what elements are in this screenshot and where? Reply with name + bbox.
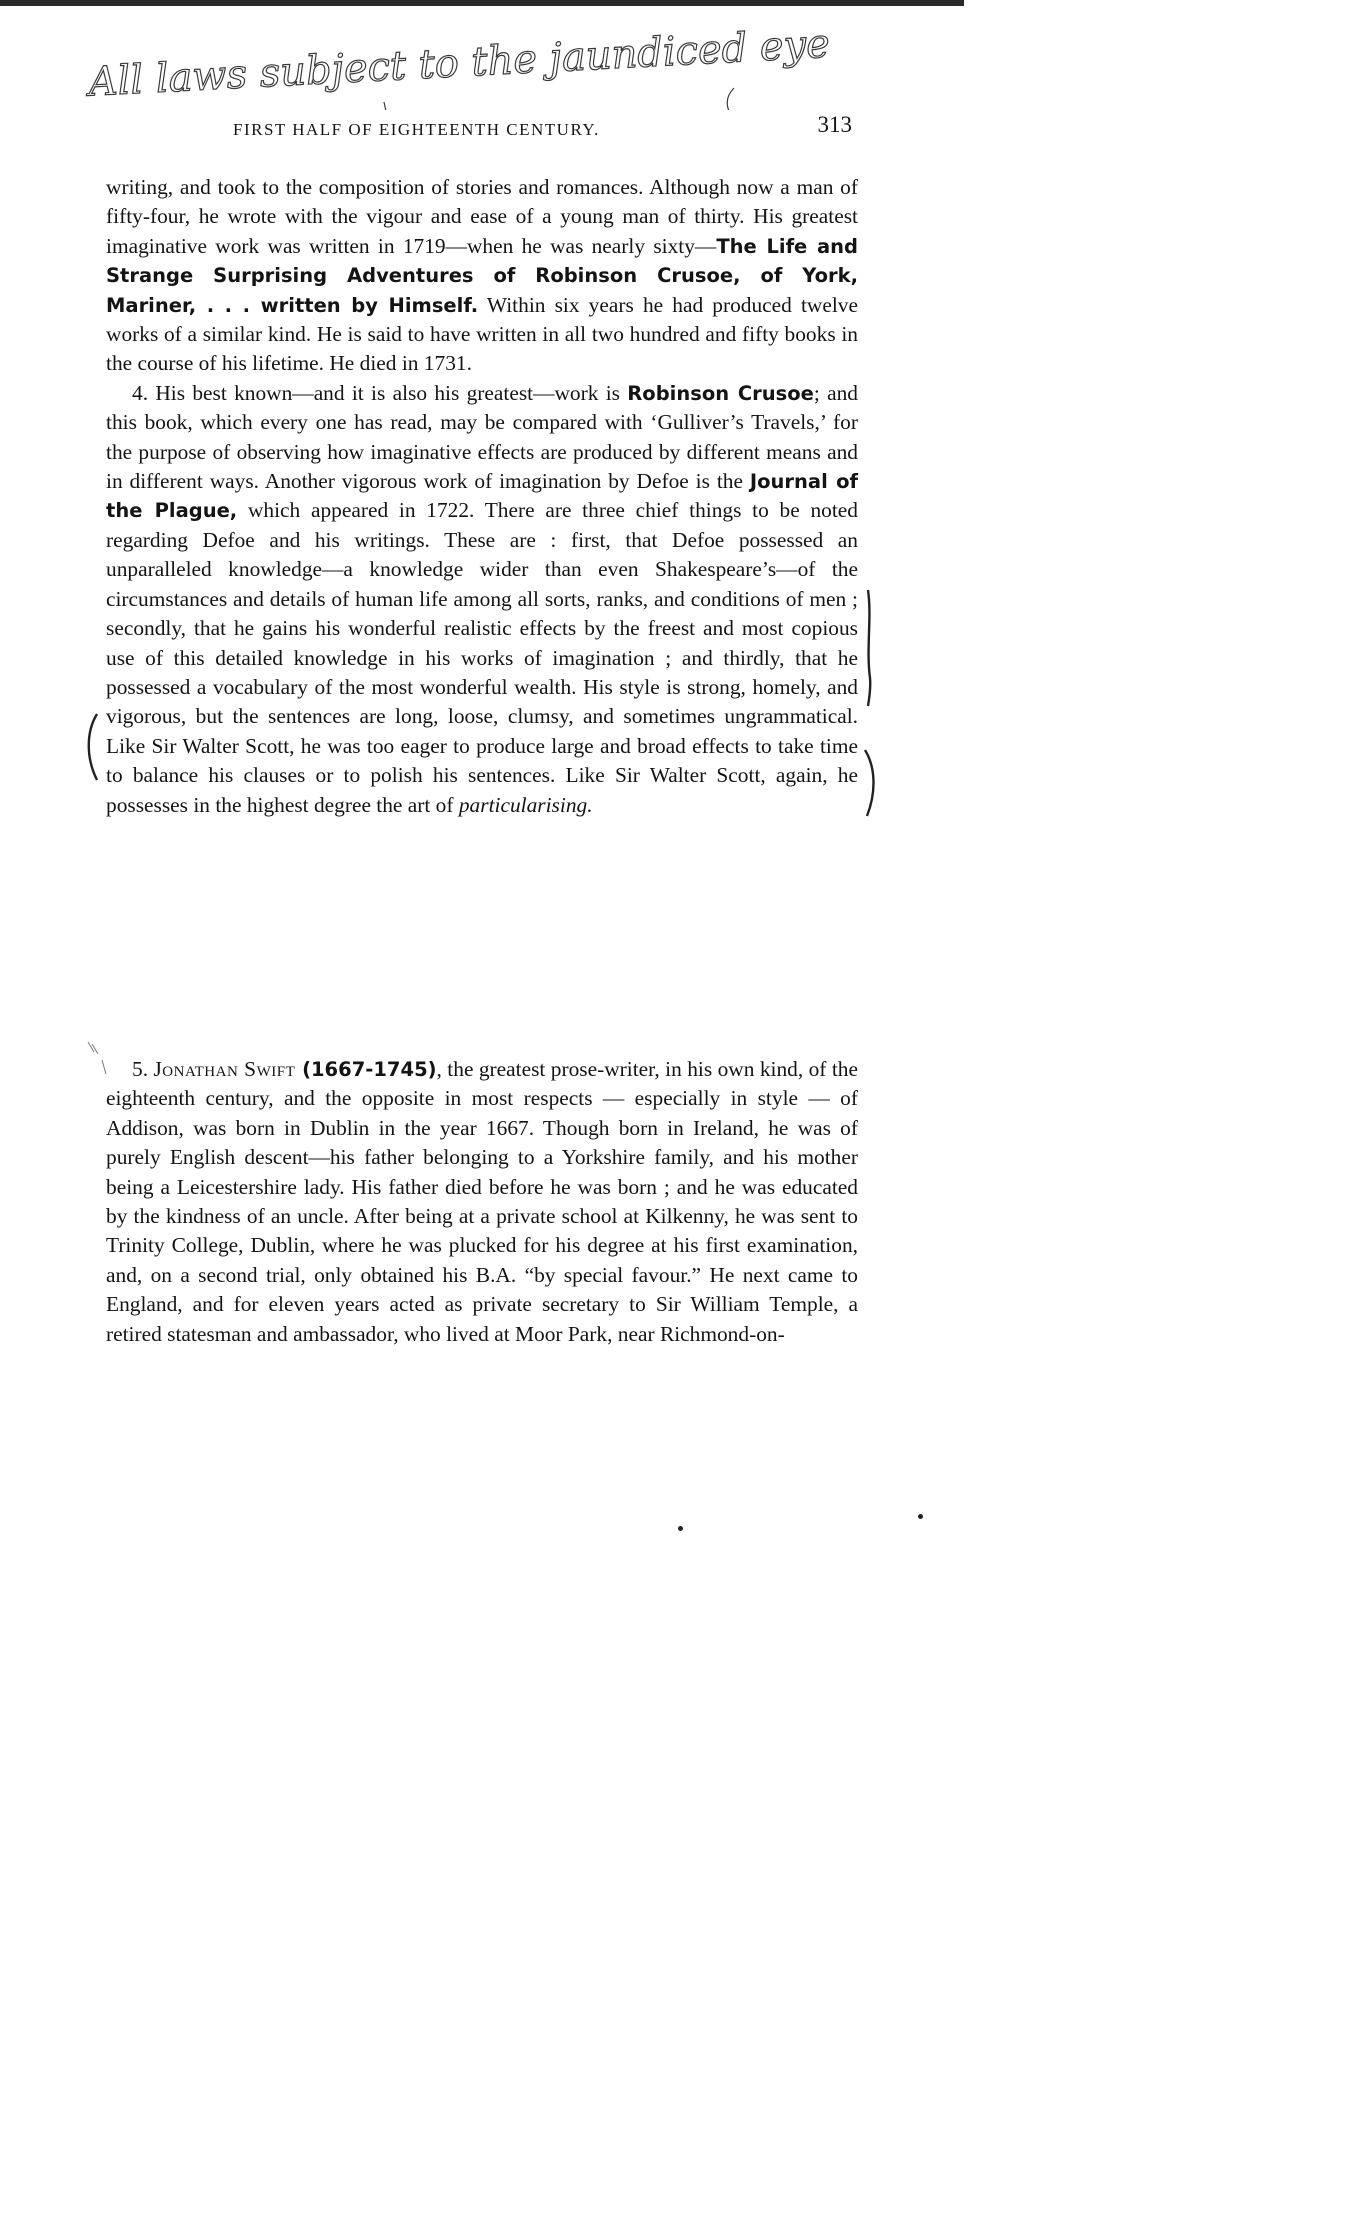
ink-dot (678, 1526, 683, 1531)
body-text-upper (106, 173, 858, 820)
handwritten-note-drawing (84, 10, 844, 110)
title-robinson-crusoe: Robinson Crusoe (627, 381, 814, 405)
page-header (108, 112, 860, 144)
handwritten-note (84, 10, 844, 110)
emphasis-particularising: particularising. (458, 792, 593, 817)
body-text-lower (106, 1055, 858, 1349)
handwritten-note-text: All laws subject to the jaundiced eye (87, 20, 831, 106)
swift-dates: (1667-1745) (295, 1058, 437, 1081)
margin-bracket-left (82, 712, 102, 782)
paragraph-defoe-works: 4. His best known—and it is also his greatest—work is Robinson Crusoe; and this book, which every one has read, may be compared with ‘Gulliver’s Travels,’ for the purpose of observing how imaginative effects are produced by different means and in different ways. Another vigorous work of imagination by Defoe is the Journal of the Plague, which appeared in 1722. There are three chief things to be noted regarding Defoe and his writings. These are : first, that Defoe possessed an unparalleled knowledge—a knowledge wider than even Shakespeare’s—of the circumstances and details of human life among all sorts, ranks, and conditions of men ; secondly, that he gains his wonderful realistic effects by the freest and most copious use of this detailed knowledge in his works of imagination ; and thirdly, that he possessed a vocabulary of the most wonderful wealth. His style is strong, homely, and vigorous, but the sentences are long, loose, clumsy, and sometimes ungrammatical. Like Sir Walter Scott, he was too eager to produce large and broad effects to take time to balance his clauses or to polish his sentences. Like Sir Walter Scott, again, he possesses in the highest degree the art of particularising. (106, 380, 858, 817)
scan-edge (0, 0, 964, 6)
page-number: 313 (817, 112, 852, 137)
title-robinson-crusoe-full: The Life and Strange Surprising Adventures of Robinson Crusoe, of York, Mariner, . . . written by Himself. (106, 234, 858, 317)
ink-dot (918, 1514, 923, 1519)
running-head: FIRST HALF OF EIGHTEENTH CENTURY. (233, 120, 600, 139)
handwriting-stray-strokes (384, 88, 734, 110)
paragraph-defoe-career: writing, and took to the composition of stories and romances. Although now a man of fifty-four, he wrote with the vigour and ease of a young man of thirty. His greatest imaginative work was written in 1719—when he was nearly sixty—The Life and Strange Surprising Adventures of Robinson Crusoe, of York, Mariner, . . . written by Himself. Within six years he had produced twelve works of a similar kind. He is said to have written in all two hundred and fifty books in the course of his lifetime. He died in 1731. (106, 175, 858, 376)
name-jonathan-swift: Jonathan Swift (153, 1057, 296, 1081)
margin-stray-mark (86, 1040, 110, 1080)
paragraph-swift: 5. Jonathan Swift (1667-1745), the greatest prose-writer, in his own kind, of the eighteenth century, and the opposite in most respects — especially in style — of Addison, was born in Dublin in the year 1667. Though born in Ireland, he was of purely English descent—his father belonging to a Yorkshire family, and his mother being a Leicestershire lady. His father died before he was born ; and he was educated by the kindness of an uncle. After being at a private school at Kilkenny, he was sent to Trinity College, Dublin, where he was plucked for his degree at his first examination, and, on a second trial, only obtained his B.A. “by special favour.” He next came to England, and for eleven years acted as private secretary to Sir William Temple, a retired statesman and ambassador, who lived at Moor Park, near Richmond-on- (106, 1057, 858, 1346)
margin-bracket-right-upper (862, 588, 876, 708)
margin-bracket-right-lower (862, 748, 882, 818)
title-journal-of-the-plague: Journal of the Plague, (106, 470, 858, 523)
